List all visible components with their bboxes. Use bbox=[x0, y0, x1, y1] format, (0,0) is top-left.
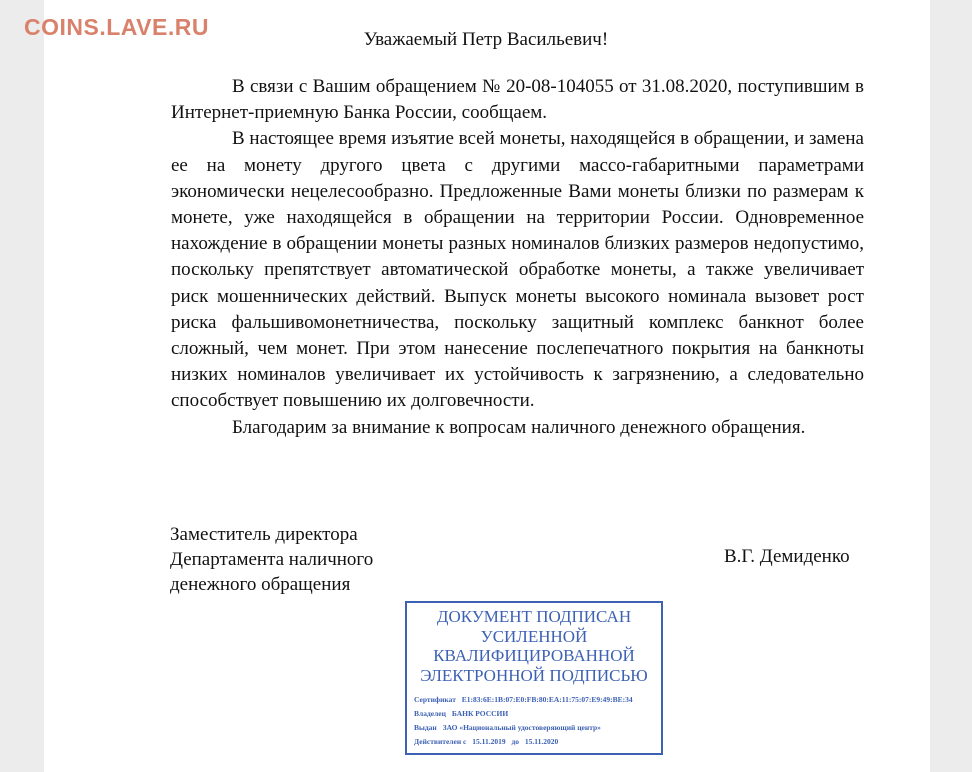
signer-name: В.Г. Демиденко bbox=[724, 546, 850, 567]
valid-label: Действителен с bbox=[414, 737, 467, 746]
stamp-title-line: КВАЛИФИЦИРОВАННОЙ bbox=[433, 646, 635, 665]
stamp-title-line: УСИЛЕННОЙ bbox=[480, 626, 588, 646]
valid-to: 15.11.2020 bbox=[524, 737, 559, 746]
certificate-label: Сертификат bbox=[414, 695, 456, 704]
valid-to-label: до bbox=[511, 737, 520, 746]
validity-row bbox=[414, 735, 661, 749]
issued-row bbox=[414, 721, 661, 735]
valid-from: 15.11.2019 bbox=[472, 737, 506, 746]
owner-label: Владелец bbox=[414, 709, 446, 718]
owner-row bbox=[414, 707, 661, 721]
salutation: Уважаемый Петр Васильевич! bbox=[363, 29, 609, 50]
watermark: COINS.LAVE.RU bbox=[24, 14, 209, 40]
paragraph-3: Благодарим за внимание к вопросам наличного денежного обращения. bbox=[232, 416, 806, 438]
signer-title bbox=[170, 522, 373, 597]
issued-value: ЗАО «Национальный удостоверяющий центр» bbox=[442, 723, 601, 732]
signer-title-line: Заместитель директора bbox=[170, 524, 358, 545]
stamp-title bbox=[407, 607, 661, 685]
signer-title-line: денежного обращения bbox=[170, 574, 351, 595]
electronic-signature-stamp bbox=[405, 601, 663, 755]
owner-value: БАНК РОССИИ bbox=[451, 709, 509, 718]
signer-title-line: Департамента наличного bbox=[170, 549, 374, 570]
certificate-value: E1:83:6E:1B:07:E0:FB:80:EA:11:75:07:E9:49:BE:34 bbox=[461, 695, 633, 704]
letter-body bbox=[171, 74, 864, 441]
issued-label: Выдан bbox=[414, 723, 437, 732]
certificate-row bbox=[414, 693, 661, 707]
stamp-title-line: ЭЛЕКТРОННОЙ ПОДПИСЬЮ bbox=[420, 665, 648, 685]
paragraph-1: В связи с Вашим обращением № 20-08-104055 от 31.08.2020, поступившим в Интернет-приемную Банка России, сообщаем. bbox=[171, 76, 864, 124]
paragraph-2: В настоящее время изъятие всей монеты, находящейся в обращении, и замена ее на монету другого цвета с другими массо-габаритными параметрами экономически нецелесообразно. Предложенные Вами монеты близки по размерам к монете, уже находящейся в обращении на территории России. Одновременное нахождение в обращении монеты разных номиналов близких размеров недопустимо, поскольку препятствует автоматической обработке монеты, а также увеличивает риск мошеннических действий. Выпуск монеты высокого номинала вызовет рост риска фальшивомонетничества, поскольку защитный комплекс банкнот более сложный, чем монет. При этом нанесение послепечатного покрытия на банкноты низких номиналов увеличивает их устойчивость к загрязнению, а следовательно способствует повышению их долговечности. bbox=[171, 128, 864, 412]
stamp-details bbox=[414, 693, 661, 749]
stamp-title-line: ДОКУМЕНТ ПОДПИСАН bbox=[436, 607, 632, 626]
